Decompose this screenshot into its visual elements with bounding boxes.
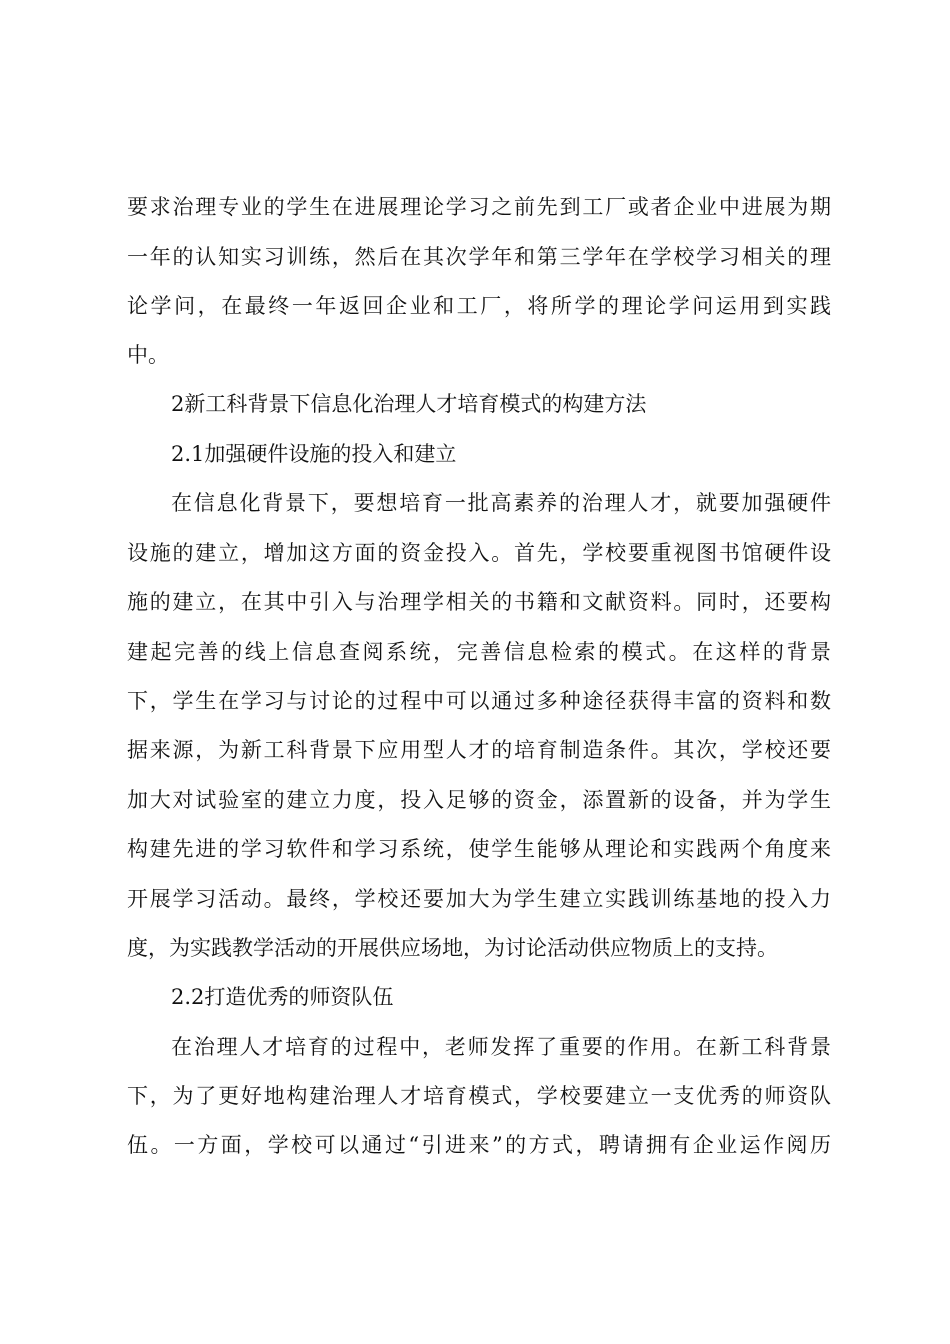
paragraph-2-line-10: 度，为实践教学活动的开展供应场地，为讨论活动供应物质上的支持。 [127,936,778,960]
section-heading-2-2: 2.2打造优秀的师资队伍 [171,985,394,1009]
paragraph-2-line-3: 施的建立，在其中引入与治理学相关的书籍和文献资料。同时，还要构 [127,590,831,614]
paragraph-2-line-7: 加大对试验室的建立力度，投入足够的资金，添置新的设备，并为学生 [127,788,831,812]
paragraph-1-line-1: 要求治理专业的学生在进展理论学习之前先到工厂或者企业中进展为期 [127,195,831,219]
section-heading-2-1: 2.1加强硬件设施的投入和建立 [171,442,457,466]
section-heading-2: 2新工科背景下信息化治理人才培育模式的构建方法 [171,392,647,416]
paragraph-3-line-3: 伍。一方面，学校可以通过“引进来”的方式，聘请拥有企业运作阅历 [127,1133,831,1157]
paragraph-1-line-4: 中。 [127,343,169,367]
paragraph-2-line-8: 构建先进的学习软件和学习系统，使学生能够从理论和实践两个角度来 [127,837,831,861]
paragraph-2-line-2: 设施的建立，增加这方面的资金投入。首先，学校要重视图书馆硬件设 [127,541,831,565]
paragraph-2-line-6: 据来源，为新工科背景下应用型人才的培育制造条件。其次，学校还要 [127,738,831,762]
paragraph-2-line-1: 在信息化背景下，要想培育一批高素养的治理人才，就要加强硬件 [171,491,831,515]
paragraph-1-line-2: 一年的认知实习训练，然后在其次学年和第三学年在学校学习相关的理 [127,245,831,269]
paragraph-2-line-9: 开展学习活动。最终，学校还要加大为学生建立实践训练基地的投入力 [127,887,831,911]
paragraph-1-line-3: 论学问，在最终一年返回企业和工厂，将所学的理论学问运用到实践 [127,294,831,318]
paragraph-2-line-4: 建起完善的线上信息查阅系统，完善信息检索的模式。在这样的背景 [127,640,831,664]
paragraph-3-line-2: 下，为了更好地构建治理人才培育模式，学校要建立一支优秀的师资队 [127,1084,831,1108]
paragraph-3-line-1: 在治理人才培育的过程中，老师发挥了重要的作用。在新工科背景 [171,1035,831,1059]
paragraph-2-line-5: 下，学生在学习与讨论的过程中可以通过多种途径获得丰富的资料和数 [127,689,831,713]
